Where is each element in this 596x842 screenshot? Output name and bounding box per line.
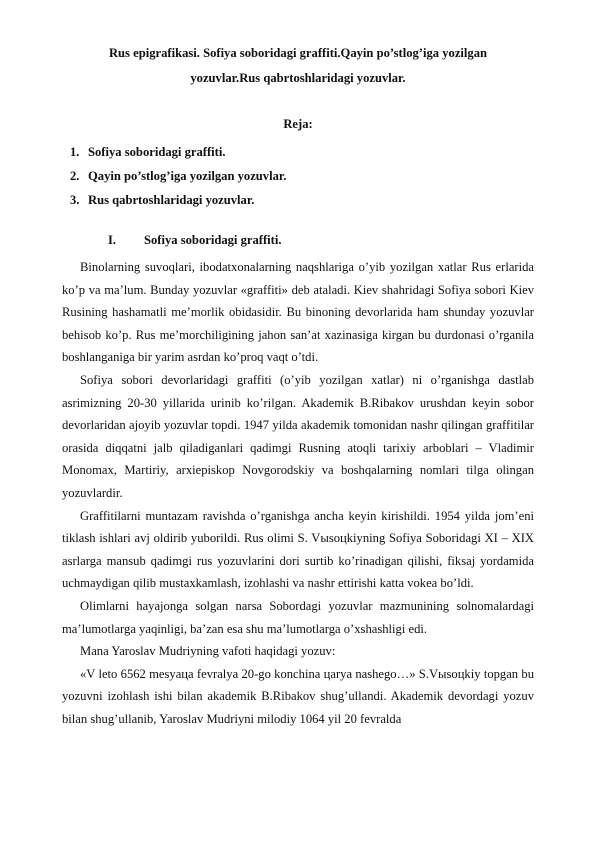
plan-heading: Reja:	[283, 117, 313, 131]
title-line-2: yozuvlar.Rus qabrtoshlaridagi yozuvlar.	[190, 71, 406, 85]
plan-item-number: 2.	[70, 169, 80, 183]
plan-item-number: 3.	[70, 193, 80, 207]
paragraph: Sofiya sobori devorlaridagi graffiti (o’yib yozilgan xatlar) ni o’rganishga dastlab asrimizning 20-30 yillarida urinib ko’rilgan. Akademik B.Ribakov urushdan keyin sobor devorlaridan ajoyib yozuvlar topdi. 1947 yilda akademik tomonidan nashr qilingan graffitilar orasida diqqatni jalb qiladiganlari qadimgi Rusning atoqli tarixiy arboblari – Vladimir Monomax, Martiriy, arxiepiskop Novgorodskiy va boshqalarning nomlari tilga olingan yozuvlardir.	[62, 372, 534, 500]
plan-item	[70, 140, 286, 164]
section-number: I.	[108, 233, 117, 247]
paragraph: Olimlarni hayajonga solgan narsa Sobordagi yozuvlar mazmunining solnomalardagi ma’lumotlarga yaqinligi, ba’zan esa shu ma’lumotlarga o’xshashligi edi.	[62, 598, 534, 636]
plan-item-text: Sofiya soboridagi graffiti.	[88, 145, 226, 159]
section-title: Sofiya soboridagi graffiti.	[144, 233, 282, 247]
paragraph: «V leto 6562 mesyaцa fevralya 20-go konchina цarya nashego…» S.Vыsoцkiy topgan bu yozuvni izohlash ishi bilan akademik B.Ribakov shug’ullandi. Akademik devordagi yozuv bilan shug’ullanib, Yaroslav Mudriyni milodiy 1064 yil 20 fevralda	[62, 666, 534, 726]
plan-item	[70, 164, 286, 188]
plan-item-number: 1.	[70, 145, 80, 159]
title-line-1: Rus epigrafikasi. Sofiya soboridagi graffiti.Qayin po’stlog’iga yozilgan	[108, 46, 488, 60]
plan-item-text: Rus qabrtoshlaridagi yozuvlar.	[88, 193, 255, 207]
plan-item	[70, 188, 286, 212]
paragraph: Graffitilarni muntazam ravishda o’rganishga ancha keyin kirishildi. 1954 yilda jom’eni tiklash ishlari avj oldirib yuborildi. Rus olimi S. Vыsoцkiyning Sofiya Soboridagi XI – XIX asrlarga mansub qadimgi rus yozuvlarini dori surtib ko’rinadigan qilishi, fiksaj yordamida uchmaydigan qilib mustaxkamlash, izohlashi va nashr ettirishi katta vokea bo’ldi.	[62, 508, 534, 591]
plan-list	[70, 140, 286, 212]
paragraph: Binolarning suvoqlari, ibodatxonalarning naqshlariga o’yib yozilgan xatlar Rus erlarida ko’p va ma’lum. Bunday yozuvlar «graffiti» deb ataladi. Kiev shahridagi Sofiya sobori Kiev Rusining hashamatli me’morlik obidasidir. Bu binoning devorlarida ham shunday yozuvlar behisob ko’p. Rus me’morchiligining jahon san’at xazinasiga kirgan bu durdonasi o’rganila boshlanganiga bir yarim asrdan ko’proq vaqt o’tdi.	[62, 260, 534, 365]
plan-item-text: Qayin po’stlog’iga yozilgan yozuvlar.	[88, 169, 287, 183]
body-text	[62, 256, 534, 730]
document-title	[62, 41, 534, 91]
paragraph: Mana Yaroslav Mudriyning vafoti haqidagi yozuv:	[80, 644, 336, 659]
section-heading	[108, 233, 281, 248]
